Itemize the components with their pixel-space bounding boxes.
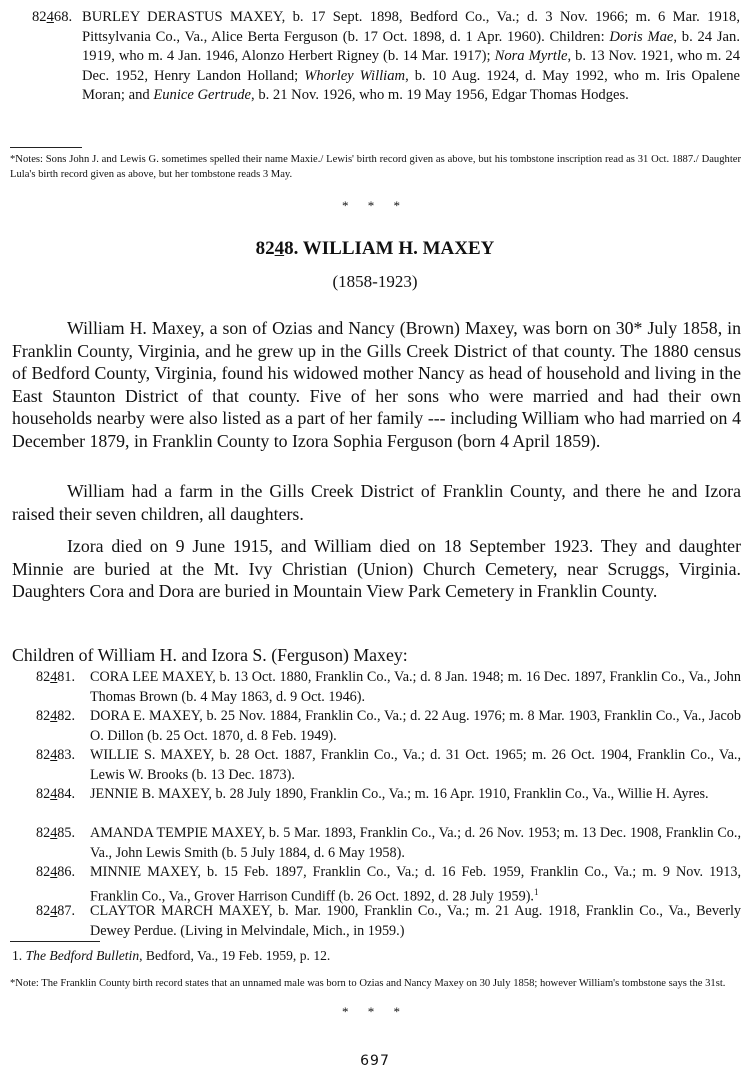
child-text: WILLIE S. MAXEY, b. 28 Oct. 1887, Franklin Co., Va.; d. 31 Oct. 1965; m. 26 Oct. 1904, Franklin Co., Va., Lewis W. Brooks (b. 13 Dec. 1873). (90, 747, 741, 783)
footnote-ref: 1 (533, 886, 539, 897)
child-text: DORA E. MAXEY, b. 25 Nov. 1884, Franklin Co., Va.; d. 22 Aug. 1976; m. 8 Mar. 1903, Franklin Co., Va., Jacob O. Dillon (b. 25 Oct. 1870, d. 8 Feb. 1949). (90, 708, 741, 744)
children-intro: Children of William H. and Izora S. (Ferguson) Maxey: (12, 645, 408, 665)
list-item (36, 668, 741, 707)
child-number: 82484. (36, 786, 76, 802)
notes-top: *Notes: Sons John J. and Lewis G. sometimes spelled their name Maxie./ Lewis' birth record given as above, but his tombstone inscription read as 31 Oct. 1887./ Daughter Lula's birth record given as above, but her tombstone reads 3 May. (10, 154, 741, 180)
list-item (36, 707, 741, 746)
list-item (36, 746, 741, 785)
child-text: AMANDA TEMPIE MAXEY, b. 5 Mar. 1893, Franklin Co., Va.; d. 26 Nov. 1953; m. 13 Dec. 1908, Franklin Co., Va., John Lewis Smith (b. 5 July 1884, d. 6 May 1958). (90, 825, 741, 861)
section-separator-bottom: * * * (342, 1004, 408, 1019)
child-number: 82483. (36, 747, 76, 763)
child-text: CLAYTOR MARCH MAXEY, b. Mar. 1900, Franklin Co., Va.; m. 21 Aug. 1918, Franklin Co., Va., Beverly Dewey Perdue. (Living in Melvindale, Mich., in 1959.) (90, 903, 741, 939)
list-item (36, 863, 741, 907)
child-number: 82486. (36, 864, 76, 880)
footnote: 1. The Bedford Bulletin, Bedford, Va., 19 Feb. 1959, p. 12. (12, 948, 331, 963)
footnote-divider (10, 941, 100, 942)
child-text: JENNIE B. MAXEY, b. 28 July 1890, Franklin Co., Va.; m. 16 Apr. 1910, Franklin Co., Va., Willie H. Ayres. (90, 786, 709, 802)
list-item (36, 902, 741, 941)
paragraph-1: William H. Maxey, a son of Ozias and Nancy (Brown) Maxey, was born on 30* July 1858, in Franklin County, Virginia, and he grew up in the Gills Creek District of that county. The 1880 census of Bedford County, Virginia, found his widowed mother Nancy as head of household and living in the East Staunton District of that county. Five of her sons who were married and had their own households nearby were also listed as a part of her family --- including William who had married on 4 December 1879, in Franklin County to Izora Sophia Ferguson (born 4 April 1859). (12, 318, 741, 451)
entry-number: 82468. (32, 9, 73, 25)
list-item (36, 824, 741, 863)
page-number: 697 (360, 1053, 390, 1069)
section-separator: * * * (342, 198, 408, 213)
child-number: 82482. (36, 708, 76, 724)
paragraph-2: William had a farm in the Gills Creek District of Franklin County, and there he and Izora raised their seven children, all daughters. (12, 481, 741, 524)
child-number: 82481. (36, 669, 76, 685)
list-item (36, 785, 741, 805)
section-heading: 8248. WILLIAM H. MAXEY (255, 238, 495, 259)
notes-divider (10, 147, 82, 148)
child-text: CORA LEE MAXEY, b. 13 Oct. 1880, Franklin Co., Va.; d. 8 Jan. 1948; m. 16 Dec. 1897, Franklin Co., Va., John Thomas Brown (b. 4 May 1863, d. 9 Oct. 1946). (90, 669, 741, 705)
paragraph-3: Izora died on 9 June 1915, and William died on 18 September 1923. They and daughter Minnie are buried at the Mt. Ivy Christian (Union) Church Cemetery, near Scruggs, Virginia. Daughters Cora and Dora are buried in Mountain View Park Cemetery in Franklin County. (12, 536, 741, 601)
entry-82468 (32, 8, 740, 106)
note-bottom: *Note: The Franklin County birth record states that an unnamed male was born to Ozias and Nancy Maxey on 30 July 1858; however William's tombstone says the 31st. (10, 978, 726, 989)
child-text: MINNIE MAXEY, b. 15 Feb. 1897, Franklin Co., Va.; d. 16 Feb. 1959, Franklin Co., Va.; m. 9 Nov. 1913, Franklin Co., Va., Grover Harrison Cundiff (b. 26 Oct. 1892, d. 28 July 1959).$^1$ (90, 864, 741, 905)
section-years: (1858-1923) (332, 272, 418, 291)
entry-text: BURLEY DERASTUS MAXEY, b. 17 Sept. 1898, Bedford Co., Va.; d. 3 Nov. 1966; m. 6 Mar. 1918, Pittsylvania Co., Va., Alice Berta Ferguson (b. 17 Oct. 1898, d. 1 Apr. 1960). Children: Doris Mae, b. 24 Jan. 1919, who m. 4 Jan. 1946, Alonzo Herbert Rigney (b. 14 Mar. 1917); Nora Myrtle, b. 13 Nov. 1921, who m. 24 Dec. 1952, Henry Landon Holland; Whorley William, b. 10 Aug. 1924, d. May 1992, who m. Iris Opalene Moran; and Eunice Gertrude, b. 21 Nov. 1926, who m. 19 May 1956, Edgar Thomas Hodges. (82, 9, 741, 104)
child-number: 82485. (36, 825, 76, 841)
child-number: 82487. (36, 903, 76, 919)
